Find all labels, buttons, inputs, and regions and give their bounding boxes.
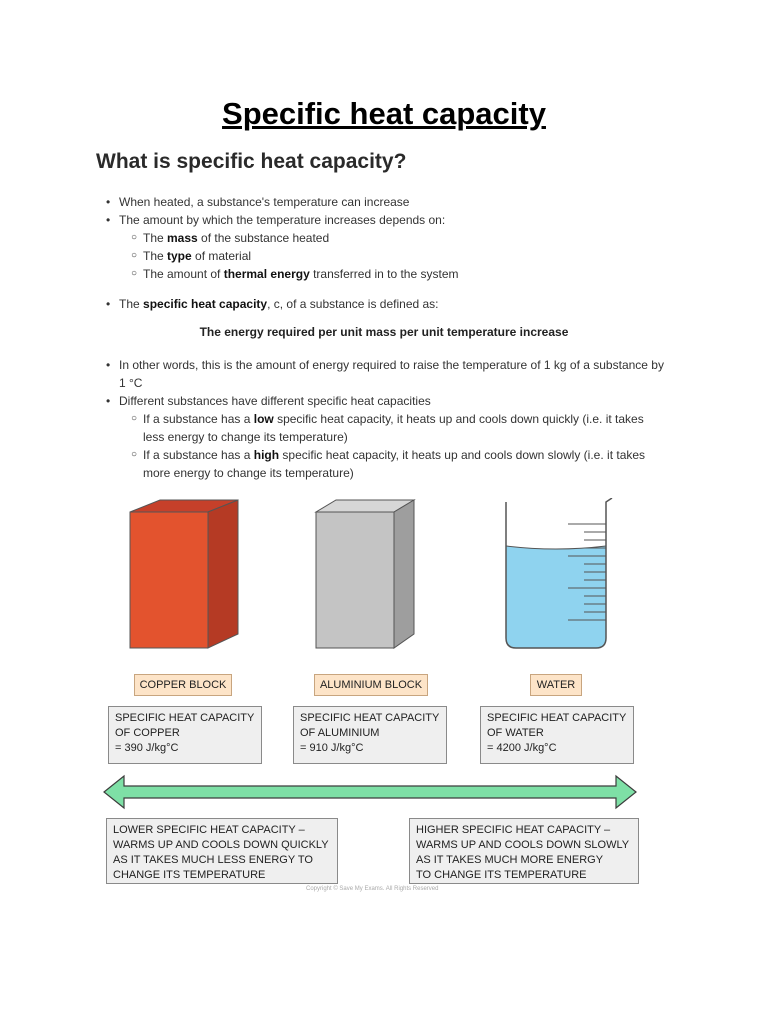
copper-shc-box: SPECIFIC HEAT CAPACITY OF COPPER = 390 J/kg°C [108, 706, 262, 764]
bullet-different-substances: • Different substances have different specific heat capacities [106, 394, 431, 408]
definition-statement: The energy required per unit mass per unit temperature increase [199, 325, 569, 339]
sub-bullet-low: ○ If a substance has a low specific heat capacity, it heats up and cools down quickly (i.e. it takes less energy to change its temperature) [131, 412, 644, 444]
water-beaker [506, 498, 612, 648]
bullet-heated: • When heated, a substance's temperature can increase [106, 195, 410, 209]
sub-bullet-thermal-energy: ○ The amount of thermal energy transferred in to the system [131, 267, 459, 281]
bullet-depends: • The amount by which the temperature increases depends on: [106, 213, 446, 227]
bullet-definition-intro: • The specific heat capacity, c, of a substance is defined as: [106, 297, 439, 311]
aluminium-block-label: ALUMINIUM BLOCK [314, 674, 428, 696]
aluminium-shc-box: SPECIFIC HEAT CAPACITY OF ALUMINIUM = 910 J/kg°C [293, 706, 447, 764]
double-arrow [104, 776, 636, 808]
bullet-in-other-words: • In other words, this is the amount of energy required to raise the temperature of 1 kg of a substance by 1 °C [106, 358, 664, 390]
section-heading: What is specific heat capacity? [96, 150, 407, 173]
higher-shc-box: HIGHER SPECIFIC HEAT CAPACITY – WARMS UP AND COOLS DOWN SLOWLY AS IT TAKES MUCH MORE ENERGY TO CHANGE ITS TEMPERATURE [409, 818, 639, 884]
copper-block [130, 500, 238, 648]
lower-shc-box: LOWER SPECIFIC HEAT CAPACITY – WARMS UP AND COOLS DOWN QUICKLY AS IT TAKES MUCH LESS ENERGY TO CHANGE ITS TEMPERATURE [106, 818, 338, 884]
page-title: Specific heat capacity [222, 96, 546, 131]
copyright-notice: Copyright © Save My Exams. All Rights Reserved [306, 886, 439, 892]
water-label: WATER [530, 674, 582, 696]
specific-heat-diagram [96, 498, 676, 918]
sub-bullet-type: ○ The type of material [131, 249, 252, 263]
copper-block-label: COPPER BLOCK [134, 674, 232, 696]
water-shc-box: SPECIFIC HEAT CAPACITY OF WATER = 4200 J/kg°C [480, 706, 634, 764]
aluminium-block [316, 500, 414, 648]
sub-bullet-high: ○ If a substance has a high specific heat capacity, it heats up and cools down slowly (i.e. it takes more energy to change its temperature) [131, 448, 646, 480]
sub-bullet-mass: ○ The mass of the substance heated [131, 231, 330, 245]
